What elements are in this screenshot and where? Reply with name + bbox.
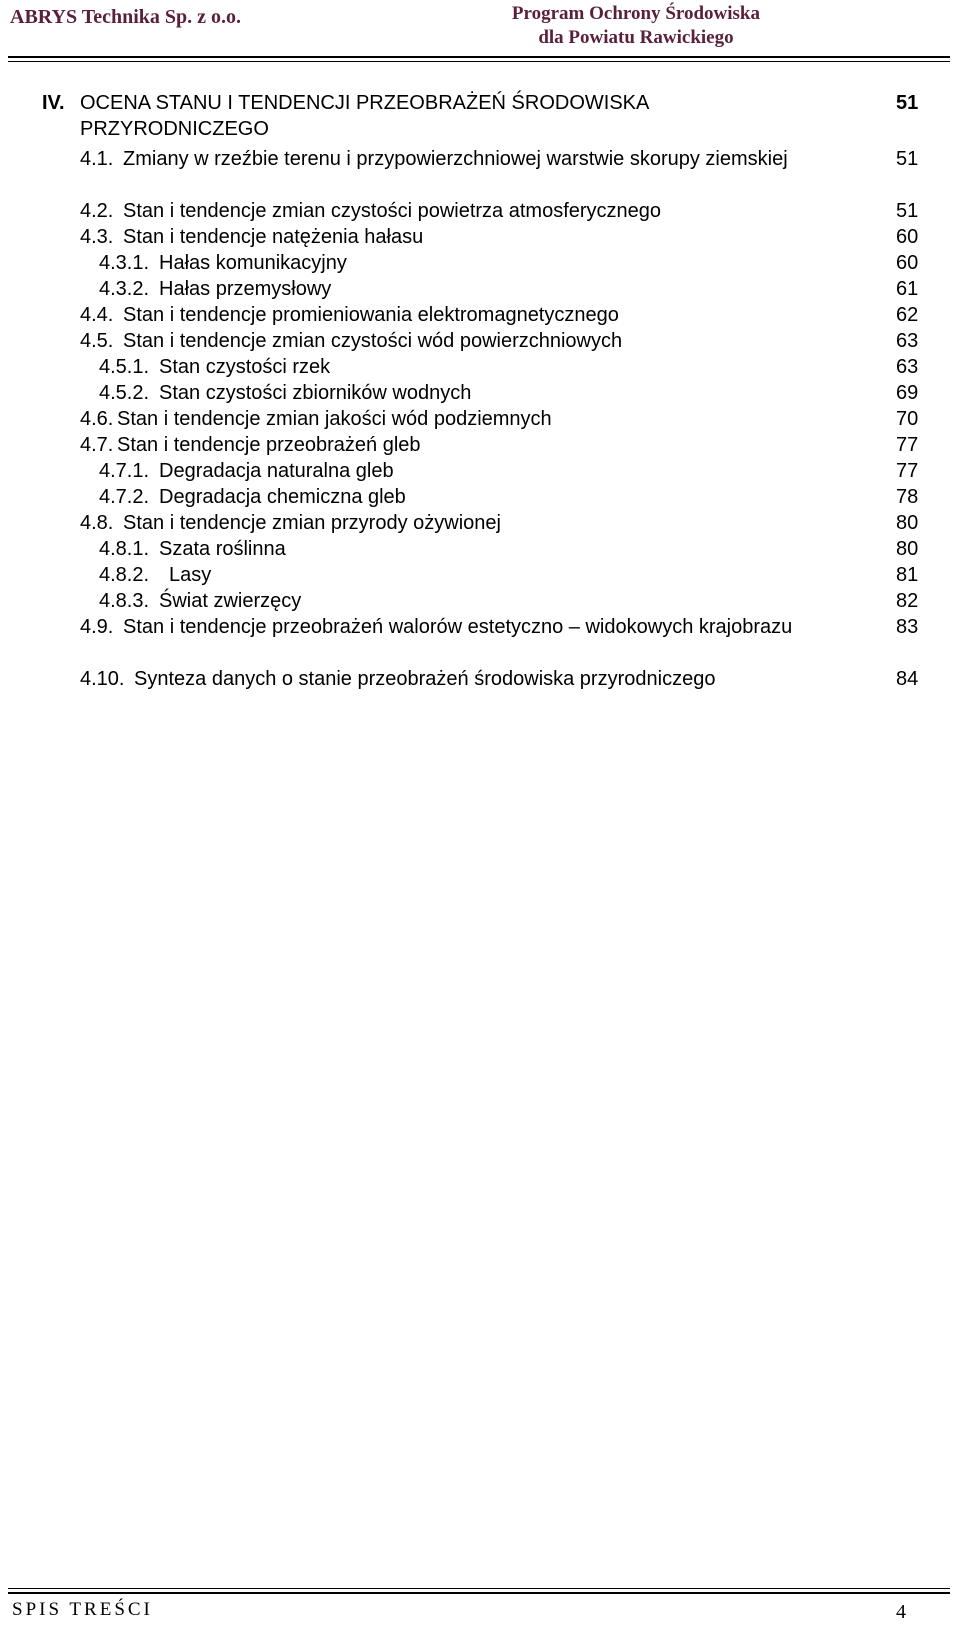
toc-entry-page: 60 [896, 226, 919, 248]
toc-entry-title: Świat zwierzęcy [159, 590, 302, 612]
toc-entry-title: Stan i tendencje przeobrażeń gleb [117, 434, 421, 456]
toc-entry-title: Synteza danych o stanie przeobrażeń środowiska przyrodniczego [134, 668, 716, 690]
toc-entry-number: 4.7.2. [99, 486, 150, 508]
toc-entry-number: 4.7. [80, 434, 114, 456]
toc-entry-title: Lasy [169, 564, 212, 586]
toc-entry-number: 4.3.2. [99, 278, 150, 300]
toc-entry-number: 4.1. [80, 148, 114, 170]
toc-entry-page: 63 [896, 330, 919, 352]
toc-entry-page: 63 [896, 356, 919, 378]
toc-entry-page: 81 [896, 564, 919, 586]
toc-entry-page: 84 [896, 668, 919, 690]
toc-entry-page: 62 [896, 304, 919, 326]
footer-rule-thick [8, 1592, 950, 1594]
toc-entry-number: 4.4. [80, 304, 114, 326]
toc-entry-title: Stan i tendencje zmian czystości wód powierzchniowych [123, 330, 623, 352]
toc-entry-number: 4.10. [80, 668, 125, 690]
toc-entry-number: 4.7.1. [99, 460, 150, 482]
toc-entry-title: Stan czystości rzek [159, 356, 331, 378]
toc-entry-number: 4.5. [80, 330, 114, 352]
toc-entry-page: 51 [896, 148, 919, 170]
toc-entry-page: 60 [896, 252, 919, 274]
toc-entry-page: 51 [896, 200, 919, 222]
toc-entry-number: 4.8.2. [99, 564, 150, 586]
toc-entry-title: Stan i tendencje przeobrażeń walorów estetyczno – widokowych krajobrazu [123, 616, 793, 638]
toc-entry-number: 4.8.1. [99, 538, 150, 560]
toc-entry-title: Hałas komunikacyjny [159, 252, 347, 274]
toc-entry-page: 70 [896, 408, 919, 430]
toc-entry-title: Degradacja chemiczna gleb [159, 486, 406, 508]
header-program-title [512, 2, 760, 50]
toc-entry-title: Hałas przemysłowy [159, 278, 332, 300]
header-company: ABRYS Technika Sp. z o.o. [10, 6, 242, 28]
toc-entry-title: Zmiany w rzeźbie terenu i przypowierzchniowej warstwie skorupy ziemskiej [123, 148, 788, 170]
toc-entry-number: 4.5.1. [99, 356, 150, 378]
footer-page-number: 4 [896, 1601, 906, 1623]
toc-entry-number: 4.3. [80, 226, 114, 248]
toc-entry-page: 77 [896, 460, 919, 482]
header-rule-thin [8, 61, 950, 62]
toc-entry-page: 78 [896, 486, 919, 508]
toc-entry-number: 4.2. [80, 200, 114, 222]
toc-entry-page: 69 [896, 382, 919, 404]
toc-entry-title: Stan i tendencje natężenia hałasu [123, 226, 424, 248]
header-rule-thick [8, 56, 950, 58]
toc-entry-title: Stan czystości zbiorników wodnych [159, 382, 472, 404]
header-program-line2: dla Powiatu Rawickiego [538, 27, 734, 48]
toc-entry-number: 4.8.3. [99, 590, 150, 612]
toc-entry-number: 4.8. [80, 512, 114, 534]
toc-entry-number: 4.9. [80, 616, 114, 638]
toc-entry-title: Stan i tendencje zmian jakości wód podziemnych [117, 408, 552, 430]
toc-entry-number: IV. [42, 92, 65, 114]
toc-entry-number: 4.3.1. [99, 252, 150, 274]
toc-entry-page: 82 [896, 590, 919, 612]
header-program-line1: Program Ochrony Środowiska [511, 3, 760, 24]
toc-entry-title: OCENA STANU I TENDENCJI PRZEOBRAŻEŃ ŚRODOWISKA PRZYRODNICZEGO [80, 92, 649, 140]
toc-entry-page: 83 [896, 616, 919, 638]
toc-entry-title: Stan i tendencje zmian przyrody ożywionej [123, 512, 501, 534]
toc-entry-page: 77 [896, 434, 919, 456]
toc-entry-page: 51 [896, 92, 919, 114]
footer-rule-thin [8, 1588, 950, 1589]
toc-entry-title: Szata roślinna [159, 538, 286, 560]
toc-entry-page: 80 [896, 538, 919, 560]
toc-entry-title: Stan i tendencje promieniowania elektromagnetycznego [123, 304, 619, 326]
toc-entry-number: 4.5.2. [99, 382, 150, 404]
toc-entry-title: Degradacja naturalna gleb [159, 460, 394, 482]
toc-entry-number: 4.6. [80, 408, 114, 430]
toc-entry-page: 80 [896, 512, 919, 534]
footer-section-title: SPIS TREŚCI [12, 1599, 153, 1620]
toc-entry-page: 61 [896, 278, 919, 300]
toc-entry-title: Stan i tendencje zmian czystości powietrza atmosferycznego [123, 200, 662, 222]
